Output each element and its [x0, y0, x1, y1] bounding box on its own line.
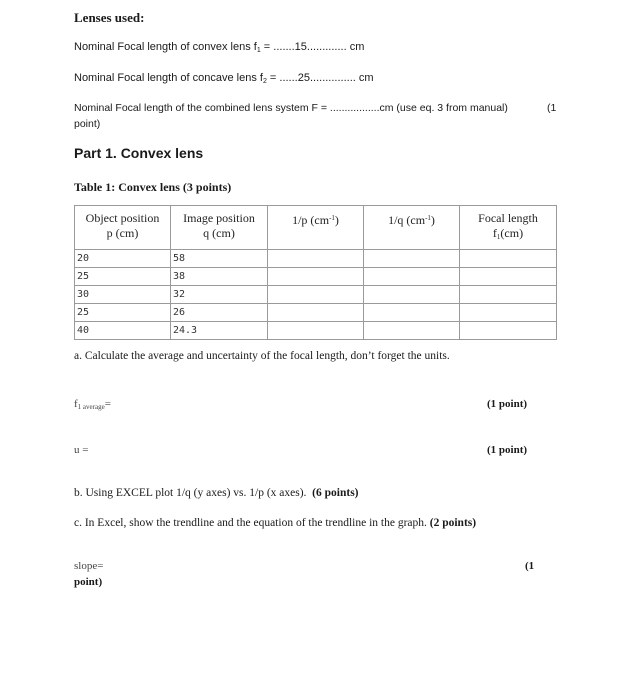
cell-q[interactable]: 26	[171, 304, 268, 322]
concave-label: Nominal Focal length of concave lens f	[74, 72, 263, 84]
table-row	[75, 268, 557, 286]
lenses-used-heading: Lenses used:	[74, 10, 145, 25]
combined-points-close: point)	[74, 118, 101, 130]
header-focal-length: Focal length $f_1(cm)$	[460, 206, 557, 250]
cell-inv-p[interactable]	[268, 286, 364, 304]
cell-inv-q[interactable]	[364, 304, 460, 322]
combined-text: Nominal Focal length of the combined lens system F = .................cm (use eq. 3 from manual)	[74, 102, 508, 114]
convex-label: Nominal Focal length of convex lens f	[74, 41, 257, 53]
table-caption: Table 1: Convex lens (3 points)	[74, 180, 232, 194]
f-average-points: (1 point)	[487, 398, 528, 410]
cell-inv-p[interactable]	[268, 304, 364, 322]
cell-inv-p[interactable]	[268, 268, 364, 286]
slope-points-open: (1	[525, 560, 535, 572]
combined-points-open: (1	[547, 102, 557, 114]
cell-inv-p[interactable]	[268, 250, 364, 268]
cell-q[interactable]: 58	[171, 250, 268, 268]
table-row	[75, 286, 557, 304]
concave-subscript: 2	[262, 78, 267, 85]
header-inverse-q: 1/q $(cm^{-1})$	[364, 206, 460, 250]
cell-p[interactable]: 20	[75, 250, 171, 268]
cell-p[interactable]: 25	[75, 304, 171, 322]
convex-eq: =	[260, 41, 274, 53]
convex-unit: cm	[346, 41, 365, 53]
header-inverse-p: 1/p $(cm^{-1})$	[268, 206, 364, 250]
convex-value: .......15.............	[273, 41, 347, 53]
table-row	[75, 304, 557, 322]
cell-focal[interactable]	[460, 322, 557, 340]
question-a: a. Calculate the average and uncertainty of the focal length, don’t forget the units.	[74, 350, 450, 362]
concave-eq: =	[266, 72, 280, 84]
question-c-points: (2 points)	[429, 517, 477, 529]
table-row	[75, 250, 557, 268]
cell-focal[interactable]	[460, 268, 557, 286]
convex-subscript: 1	[256, 47, 261, 54]
combined-nominal-line	[74, 102, 508, 114]
table-row	[75, 322, 557, 340]
part1-title: Part 1. Convex lens	[74, 145, 204, 161]
question-b-points: (6 points)	[312, 487, 359, 499]
cell-inv-p[interactable]	[268, 322, 364, 340]
concave-nominal-line	[74, 72, 374, 85]
cell-q[interactable]: 32	[171, 286, 268, 304]
header-image-position: Image position q (cm)	[171, 206, 268, 250]
cell-p[interactable]: 25	[75, 268, 171, 286]
cell-focal[interactable]	[460, 286, 557, 304]
cell-inv-q[interactable]	[364, 250, 460, 268]
uncertainty-points: (1 point)	[487, 444, 528, 456]
header-object-position: Object position p (cm)	[75, 206, 171, 250]
cell-focal[interactable]	[460, 304, 557, 322]
cell-inv-q[interactable]	[364, 286, 460, 304]
cell-q[interactable]: 38	[171, 268, 268, 286]
cell-q[interactable]: 24.3	[171, 322, 268, 340]
convex-nominal-line	[74, 41, 364, 54]
cell-p[interactable]: 30	[75, 286, 171, 304]
uncertainty-label: u =	[74, 444, 89, 456]
cell-inv-q[interactable]	[364, 322, 460, 340]
f-average-label: $f_{1 average}=$	[74, 398, 111, 411]
cell-p[interactable]: 40	[75, 322, 171, 340]
slope-points-close: point)	[74, 576, 103, 588]
concave-unit: cm	[355, 72, 374, 84]
slope-label: slope=	[74, 560, 104, 572]
question-c: c. In Excel, show the trendline and the equation of the trendline in the graph. (2 points)	[74, 517, 477, 529]
convex-lens-table	[74, 205, 557, 340]
cell-focal[interactable]	[460, 250, 557, 268]
concave-value: ......25...............	[279, 72, 356, 84]
question-b: b. Using EXCEL plot 1/q (y axes) vs. 1/p (x axes). (6 points)	[74, 487, 359, 499]
cell-inv-q[interactable]	[364, 268, 460, 286]
